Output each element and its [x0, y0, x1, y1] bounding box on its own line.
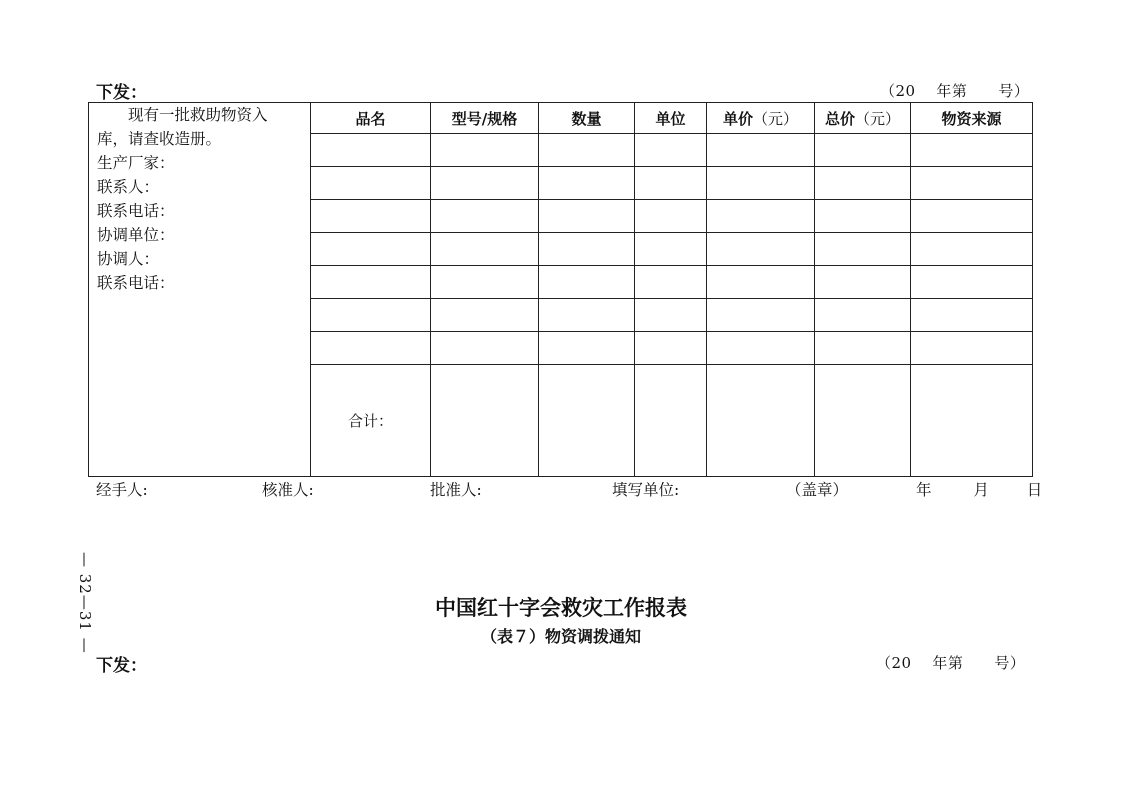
cell[interactable] [311, 134, 431, 167]
issue-number: （20 年第 号） [880, 82, 1030, 100]
cell[interactable] [635, 266, 707, 299]
issue-number: （20 年第 号） [876, 654, 1026, 672]
cell[interactable] [815, 167, 911, 200]
header-unit-price: 单价（元） [707, 103, 815, 134]
cell[interactable] [539, 167, 635, 200]
cell[interactable] [635, 167, 707, 200]
header-source: 物资来源 [911, 103, 1033, 134]
cell[interactable] [707, 299, 815, 332]
cell[interactable] [311, 200, 431, 233]
cell[interactable] [707, 332, 815, 365]
total-label: 合计： [311, 365, 431, 477]
info-line: 现有一批救助物资入 [128, 106, 268, 124]
approver-label: 批准人: [430, 481, 482, 499]
cell[interactable] [311, 299, 431, 332]
cell[interactable] [311, 266, 431, 299]
header-model: 型号/规格 [431, 103, 539, 134]
cell[interactable] [635, 332, 707, 365]
cell[interactable] [815, 233, 911, 266]
cell[interactable] [911, 167, 1033, 200]
table-header-row [89, 103, 1033, 134]
info-line-coordinating-unit: 协调单位： [97, 226, 175, 244]
cell[interactable] [539, 332, 635, 365]
cell[interactable] [815, 365, 911, 477]
cell[interactable] [815, 299, 911, 332]
cell[interactable] [431, 200, 539, 233]
cell[interactable] [431, 266, 539, 299]
supplier-info-cell [89, 103, 311, 477]
cell[interactable] [539, 233, 635, 266]
info-line-coordinator: 协调人： [97, 250, 160, 268]
cell[interactable] [539, 299, 635, 332]
header-total-price: 总价（元） [815, 103, 911, 134]
cell[interactable] [911, 332, 1033, 365]
cell[interactable] [911, 266, 1033, 299]
cell[interactable] [311, 167, 431, 200]
handler-label: 经手人: [96, 481, 148, 499]
cell[interactable] [911, 233, 1033, 266]
cell[interactable] [311, 332, 431, 365]
cell[interactable] [539, 266, 635, 299]
cell[interactable] [707, 134, 815, 167]
cell[interactable] [707, 233, 815, 266]
issue-label: 下发： [96, 83, 147, 103]
month-label: 月 [973, 481, 989, 499]
cell[interactable] [431, 365, 539, 477]
approver-check-label: 核准人: [262, 481, 314, 499]
cell[interactable] [911, 299, 1033, 332]
cell[interactable] [311, 233, 431, 266]
seal-label: （盖章） [786, 481, 849, 499]
form-subtitle: （表７）物资调拨通知 [480, 627, 641, 646]
cell[interactable] [707, 200, 815, 233]
filling-unit-label: 填写单位: [612, 481, 680, 499]
cell[interactable] [707, 167, 815, 200]
cell[interactable] [815, 266, 911, 299]
year-label: 年 [916, 481, 932, 499]
info-line-contact: 联系人： [97, 178, 160, 196]
cell[interactable] [635, 299, 707, 332]
cell[interactable] [635, 233, 707, 266]
cell[interactable] [431, 299, 539, 332]
info-line-phone: 联系电话： [97, 202, 175, 220]
cell[interactable] [431, 233, 539, 266]
date-field [916, 478, 1042, 500]
cell[interactable] [635, 134, 707, 167]
material-receipt-table [88, 102, 1033, 477]
page-number: — 32—31 — [76, 552, 94, 654]
cell[interactable] [815, 200, 911, 233]
cell[interactable] [431, 332, 539, 365]
header-unit: 单位 [635, 103, 707, 134]
cell[interactable] [539, 200, 635, 233]
cell[interactable] [815, 134, 911, 167]
day-label: 日 [1026, 481, 1043, 499]
cell[interactable] [431, 134, 539, 167]
cell[interactable] [635, 200, 707, 233]
issue-label: 下发： [96, 656, 147, 676]
info-line: 库，请查收造册。 [97, 130, 222, 148]
info-line-manufacturer: 生产厂家： [97, 154, 175, 172]
cell[interactable] [635, 365, 707, 477]
header-name: 品名 [311, 103, 431, 134]
cell[interactable] [539, 365, 635, 477]
cell[interactable] [815, 332, 911, 365]
cell[interactable] [911, 134, 1033, 167]
header-quantity: 数量 [539, 103, 635, 134]
cell[interactable] [539, 134, 635, 167]
cell[interactable] [707, 266, 815, 299]
cell[interactable] [911, 200, 1033, 233]
form-title: 中国红十字会救灾工作报表 [435, 596, 687, 620]
cell[interactable] [431, 167, 539, 200]
cell[interactable] [707, 365, 815, 477]
cell[interactable] [911, 365, 1033, 477]
info-line-phone-2: 联系电话： [97, 274, 175, 292]
